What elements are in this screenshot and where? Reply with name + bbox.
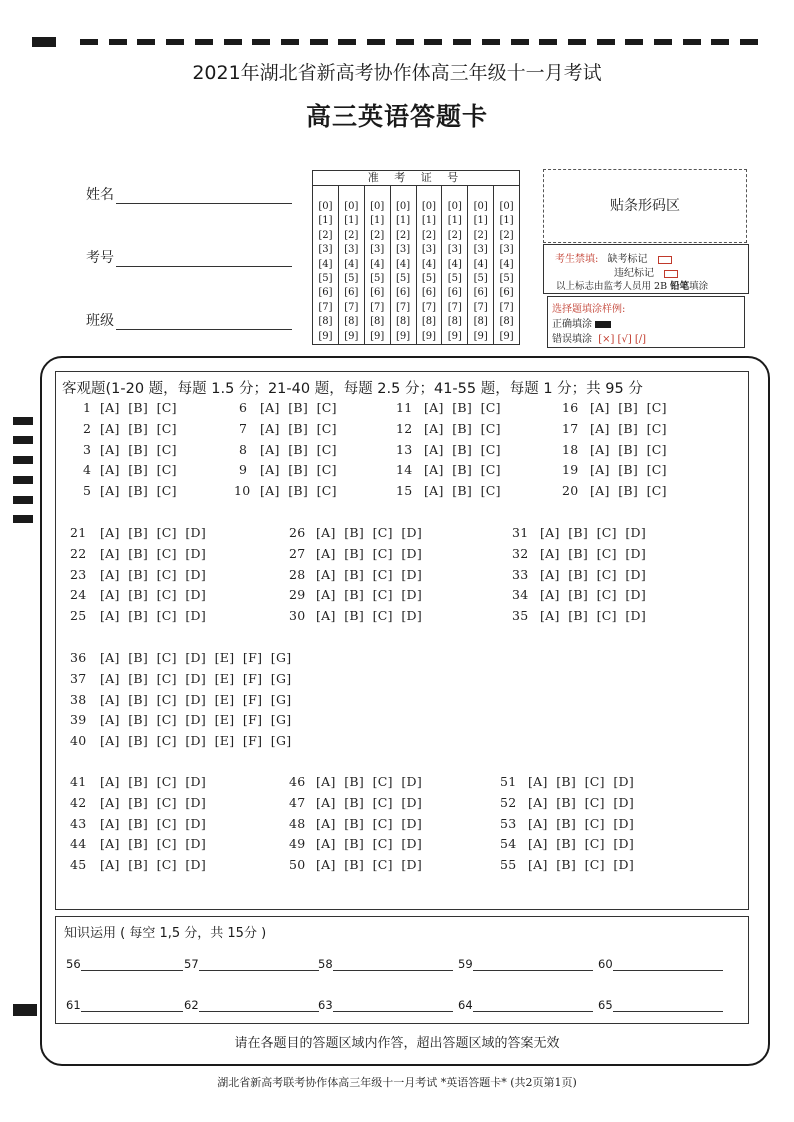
answer-options[interactable]: [A] [B] [C] [D] [100, 525, 207, 540]
exam-digit[interactable]: [7] [318, 301, 333, 313]
answer-options[interactable]: [A] [B] [C] [100, 483, 177, 499]
wrong-label: 错误填涂 [552, 334, 592, 345]
answer-options[interactable]: [A] [B] [C] [D] [100, 815, 207, 831]
question-number: 32 [512, 545, 529, 561]
exam-digit[interactable]: [2] [395, 229, 411, 241]
exam-digit[interactable]: [5] [344, 272, 359, 284]
exam-digit[interactable]: [9] [447, 330, 462, 342]
exam-digit[interactable]: [4] [318, 258, 333, 270]
card-title: 高三英语答题卡 [305, 102, 488, 131]
answer-options[interactable]: [A] [B] [C] [D] [528, 857, 635, 873]
exam-digit[interactable]: [7] [447, 301, 462, 313]
absent-label: 缺考标记 [607, 254, 648, 265]
blank-number: 62 [184, 998, 199, 1012]
answer-blank[interactable] [184, 957, 319, 971]
answer-options[interactable]: [A] [B] [C] [590, 400, 667, 415]
exam-digit[interactable]: [4] [499, 258, 514, 270]
example-title: 选择题填涂样例: [552, 304, 626, 315]
exam-digit[interactable]: [9] [473, 330, 488, 342]
exam-digit[interactable]: [9] [395, 330, 411, 342]
footer-text: 湖北省新高考联考协作体高三年级十一月考试 *英语答题卡* (共2页第1页) [217, 1076, 577, 1089]
name-label: 姓名 [86, 187, 114, 203]
answer-blank[interactable] [598, 957, 723, 971]
question-number: 17 [562, 420, 579, 436]
exam-digit[interactable]: [3] [473, 244, 488, 256]
question-number: 54 [500, 836, 517, 852]
exam-digit[interactable]: [0] [370, 201, 385, 212]
exam-digit[interactable]: [6] [395, 287, 411, 299]
answer-options[interactable]: [A] [B] [C] [D] [540, 608, 647, 624]
forbidden-note-suffix: 填涂 [689, 281, 709, 292]
exam-digit[interactable]: [8] [395, 316, 411, 328]
blank-number: 61 [66, 998, 81, 1012]
answer-options[interactable]: [A] [B] [C] [D] [528, 794, 635, 810]
question-number: 28 [289, 566, 306, 582]
exam-digit[interactable]: [2] [344, 229, 359, 241]
exam-digit[interactable]: [2] [473, 229, 488, 241]
answer-options[interactable]: [A] [B] [C] [260, 441, 337, 457]
question-number: 39 [70, 712, 87, 728]
exam-digit[interactable]: [1] [421, 215, 437, 227]
question-number: 45 [70, 857, 87, 873]
answer-options[interactable]: [A] [B] [C] [D] [100, 587, 207, 603]
forbidden-note: 以上标志由监考人员用 2B [556, 281, 671, 292]
answer-options[interactable]: [A] [B] [C] [D] [100, 545, 207, 561]
exam-digit[interactable]: [4] [395, 258, 411, 270]
exam-digit[interactable]: [0] [473, 201, 488, 212]
question-number: 10 [234, 483, 251, 499]
exam-digit[interactable]: [4] [421, 258, 437, 270]
blank-number: 63 [318, 998, 333, 1012]
question-number: 40 [70, 733, 87, 749]
exam-digit[interactable]: [3] [318, 244, 333, 256]
answer-blank[interactable] [458, 998, 593, 1012]
exam-digit[interactable]: [5] [318, 272, 333, 284]
exam-digit[interactable]: [5] [447, 272, 462, 284]
exam-digit[interactable]: [0] [421, 201, 437, 212]
question-number: 33 [512, 566, 529, 582]
question-number: 22 [70, 545, 87, 561]
question-number: 34 [512, 587, 529, 603]
answer-options[interactable]: [A] [B] [C] [100, 462, 177, 478]
blank-number: 58 [318, 957, 333, 971]
question-number: 23 [70, 566, 87, 582]
question-number: 20 [562, 483, 579, 499]
exam-digit[interactable]: [2] [318, 229, 333, 241]
question-number: 36 [70, 650, 87, 665]
exam-digit[interactable]: [9] [421, 330, 437, 342]
forbidden-title: 考生禁填: [555, 254, 599, 265]
exam-digit[interactable]: [3] [499, 244, 514, 256]
question-number: 16 [562, 400, 579, 415]
answer-options[interactable]: [A] [B] [C] [590, 462, 667, 478]
question-number: 13 [396, 441, 413, 457]
answer-options[interactable]: [A] [B] [C] [424, 400, 501, 415]
exam-digit[interactable]: [7] [473, 301, 488, 313]
exam-digit[interactable]: [4] [473, 258, 488, 270]
exam-digit[interactable]: [0] [344, 201, 359, 212]
answer-options[interactable]: [A] [B] [C] [D] [100, 794, 207, 810]
answer-options[interactable]: [A] [B] [C] [424, 483, 501, 499]
exam-digit[interactable]: [1] [344, 215, 359, 227]
answer-options[interactable]: [A] [B] [C] [590, 420, 667, 436]
question-number: 51 [500, 774, 517, 789]
question-number: 27 [289, 545, 306, 561]
question-number: 12 [396, 420, 413, 436]
answer-blank[interactable] [184, 998, 319, 1012]
question-number: 2 [83, 420, 92, 436]
question-number: 41 [70, 774, 87, 789]
answer-options[interactable]: [A] [B] [C] [D] [100, 836, 207, 852]
question-number: 21 [70, 525, 87, 540]
exam-digit[interactable]: [9] [318, 330, 333, 342]
exam-digit[interactable]: [1] [473, 215, 488, 227]
blank-number: 59 [458, 957, 473, 971]
answer-options[interactable]: [A] [B] [C] [D] [100, 857, 207, 873]
question-number: 38 [70, 691, 87, 707]
forbidden-note-bold: 铅笔 [670, 281, 690, 292]
answer-options[interactable]: [A] [B] [C] [D] [316, 794, 423, 810]
question-number: 5 [83, 483, 92, 499]
exam-digit[interactable]: [6] [421, 287, 437, 299]
question-number: 42 [70, 794, 87, 810]
question-number: 24 [70, 587, 87, 603]
objective-title: 客观题(1-20 题，每题 1.5 分；21-40 题，每题 2.5 分；41-55 题，每题 1 分；共 95 分 [62, 381, 643, 397]
answer-blank[interactable] [318, 957, 453, 971]
answer-blank[interactable] [318, 998, 453, 1012]
answer-options[interactable]: [A] [B] [C] [D] [540, 587, 647, 603]
exam-digit[interactable]: [1] [318, 215, 333, 227]
answer-options[interactable]: [A] [B] [C] [260, 400, 337, 415]
question-number: 43 [70, 815, 87, 831]
answer-options[interactable]: [A] [B] [C] [D] [528, 774, 635, 789]
answer-options[interactable]: [A] [B] [C] [D] [316, 525, 423, 540]
exam-digit[interactable]: [8] [499, 316, 514, 328]
answer-options[interactable]: [A] [B] [C] [D] [316, 545, 423, 561]
exam-digit[interactable]: [5] [370, 272, 385, 284]
exam-digit[interactable]: [7] [344, 301, 359, 313]
question-number: 3 [83, 441, 92, 457]
question-number: 53 [500, 815, 517, 831]
answer-options[interactable]: [A] [B] [C] [D] [316, 566, 423, 582]
exam-digit[interactable]: [2] [370, 229, 385, 241]
question-number: 14 [396, 462, 413, 478]
exam-digit[interactable]: [8] [421, 316, 437, 328]
exam-digit[interactable]: [0] [447, 201, 462, 212]
question-number: 49 [289, 836, 306, 852]
exam-digit[interactable]: [6] [318, 287, 333, 299]
answer-options[interactable]: [A] [B] [C] [D] [316, 836, 423, 852]
answer-options[interactable]: [A] [B] [C] [100, 400, 177, 415]
exam-digit[interactable]: [2] [421, 229, 437, 241]
question-number: 26 [289, 525, 306, 540]
answer-options[interactable]: [A] [B] [C] [424, 462, 501, 478]
question-number: 55 [500, 857, 517, 873]
exam-digit[interactable]: [4] [370, 258, 385, 270]
question-number: 48 [289, 815, 306, 831]
answer-options[interactable]: [A] [B] [C] [D] [316, 815, 423, 831]
exam-digit[interactable]: [2] [499, 229, 514, 241]
blank-number: 65 [598, 998, 613, 1012]
answer-options[interactable]: [A] [B] [C] [D] [316, 857, 423, 873]
violation-label: 违纪标记 [614, 268, 654, 279]
exam-digit[interactable]: [6] [473, 287, 488, 299]
exam-digit[interactable]: [5] [421, 272, 437, 284]
question-number: 4 [83, 462, 92, 478]
wrong-marks: [×] [√] [/] [598, 334, 647, 345]
correct-label: 正确填涂 [552, 319, 592, 330]
exam-digit[interactable]: [7] [499, 301, 514, 313]
exam-digit[interactable]: [7] [395, 301, 411, 313]
blank-number: 64 [458, 998, 473, 1012]
question-number: 8 [239, 441, 248, 457]
notice-text: 请在各题目的答题区域内作答，超出答题区域的答案无效 [234, 1036, 560, 1051]
question-number: 47 [289, 794, 306, 810]
question-number: 46 [289, 774, 306, 789]
barcode-area: 贴条形码区 [543, 169, 747, 243]
exam-digit[interactable]: [8] [344, 316, 359, 328]
answer-options[interactable]: [A] [B] [C] [D] [316, 608, 423, 624]
question-number: 31 [512, 525, 529, 540]
question-number: 35 [512, 608, 529, 624]
exam-digit[interactable]: [1] [370, 215, 385, 227]
answer-options[interactable]: [A] [B] [C] [D] [100, 608, 207, 624]
answer-options[interactable]: [A] [B] [C] [D] [316, 774, 423, 789]
answer-options[interactable]: [A] [B] [C] [D] [316, 587, 423, 603]
question-number: 6 [239, 400, 248, 415]
exam-digit[interactable]: [5] [499, 272, 514, 284]
question-number: 29 [289, 587, 306, 603]
exam-digit[interactable]: [7] [370, 301, 385, 313]
question-number: 30 [289, 608, 306, 624]
blank-number: 60 [598, 957, 613, 971]
exam-number-title: 准 考 证 号 [313, 171, 519, 186]
answer-options[interactable]: [A] [B] [C] [590, 441, 667, 457]
exam-digit[interactable]: [1] [447, 215, 462, 227]
answer-options[interactable]: [A] [B] [C] [D] [100, 566, 207, 582]
answer-options[interactable]: [A] [B] [C] [424, 441, 501, 457]
question-number: 7 [239, 420, 248, 436]
exam-digit[interactable]: [6] [499, 287, 514, 299]
answer-blank[interactable] [458, 957, 593, 971]
question-number: 9 [239, 462, 248, 478]
exam-digit[interactable]: [9] [370, 330, 385, 342]
exam-digit[interactable]: [2] [447, 229, 462, 241]
exam-digit[interactable]: [8] [473, 316, 488, 328]
exam-digit[interactable]: [1] [499, 215, 514, 227]
question-number: 19 [562, 462, 579, 478]
answer-options[interactable]: [A] [B] [C] [260, 420, 337, 436]
question-number: 11 [396, 400, 413, 415]
answer-options[interactable]: [A] [B] [C] [590, 483, 667, 499]
question-number: 25 [70, 608, 87, 624]
knowledge-title: 知识运用 ( 每空 1,5 分，共 15分 ) [64, 926, 267, 941]
question-number: 15 [396, 483, 413, 499]
exam-digit[interactable]: [6] [344, 287, 359, 299]
answer-blank[interactable] [66, 998, 183, 1012]
exam-digit[interactable]: [9] [499, 330, 514, 342]
answer-options[interactable]: [A] [B] [C] [260, 462, 337, 478]
exam-digit[interactable]: [0] [318, 201, 333, 212]
question-number: 1 [83, 400, 92, 415]
answer-options[interactable]: [A] [B] [C] [D] [540, 525, 647, 540]
blank-number: 57 [184, 957, 199, 971]
exam-digit[interactable]: [9] [344, 330, 359, 342]
answer-options[interactable]: [A] [B] [C] [D] [528, 815, 635, 831]
answer-options[interactable]: [A] [B] [C] [D] [528, 836, 635, 852]
exam-digit[interactable]: [3] [395, 244, 411, 256]
class-label: 班级 [86, 313, 114, 329]
question-number: 50 [289, 857, 306, 873]
answer-options[interactable]: [A] [B] [C] [424, 420, 501, 436]
exam-digit[interactable]: [8] [370, 316, 385, 328]
answer-options[interactable]: [A] [B] [C] [D] [E] [F] [G] [100, 733, 292, 749]
exam-digit[interactable]: [0] [499, 201, 514, 212]
exam-digit[interactable]: [5] [473, 272, 488, 284]
exam-digit[interactable]: [3] [447, 244, 462, 256]
exam-title: 2021年湖北省新高考协作体高三年级十一月考试 [192, 62, 602, 84]
exam-digit[interactable]: [3] [344, 244, 359, 256]
exam-digit[interactable]: [4] [447, 258, 462, 270]
exam-digit[interactable]: [7] [421, 301, 437, 313]
answer-blank[interactable] [66, 957, 183, 971]
exam-digit[interactable]: [0] [395, 201, 411, 212]
exam-digit[interactable]: [4] [344, 258, 359, 270]
exam-digit[interactable]: [3] [421, 244, 437, 256]
question-number: 37 [70, 670, 87, 686]
exam-digit[interactable]: [1] [395, 215, 411, 227]
blank-number: 56 [66, 957, 81, 971]
answer-options[interactable]: [A] [B] [C] [D] [E] [F] [G] [100, 691, 292, 707]
exam-digit[interactable]: [5] [395, 272, 411, 284]
answer-options[interactable]: [A] [B] [C] [100, 420, 177, 436]
exam-digit[interactable]: [6] [447, 287, 462, 299]
question-number: 18 [562, 441, 579, 457]
id-label: 考号 [86, 250, 114, 266]
exam-digit[interactable]: [3] [370, 244, 385, 256]
answer-options[interactable]: [A] [B] [C] [D] [E] [F] [G] [100, 670, 292, 686]
exam-digit[interactable]: [8] [447, 316, 462, 328]
question-number: 44 [70, 836, 87, 852]
exam-digit[interactable]: [6] [370, 287, 385, 299]
answer-options[interactable]: [A] [B] [C] [D] [540, 545, 647, 561]
answer-options[interactable]: [A] [B] [C] [D] [E] [F] [G] [100, 712, 292, 728]
answer-options[interactable]: [A] [B] [C] [D] [540, 566, 647, 582]
answer-options[interactable]: [A] [B] [C] [D] [E] [F] [G] [100, 650, 292, 665]
question-number: 52 [500, 794, 517, 810]
answer-options[interactable]: [A] [B] [C] [D] [100, 774, 207, 789]
answer-blank[interactable] [598, 998, 723, 1012]
answer-options[interactable]: [A] [B] [C] [260, 483, 337, 499]
exam-digit[interactable]: [8] [318, 316, 333, 328]
answer-options[interactable]: [A] [B] [C] [100, 441, 177, 457]
